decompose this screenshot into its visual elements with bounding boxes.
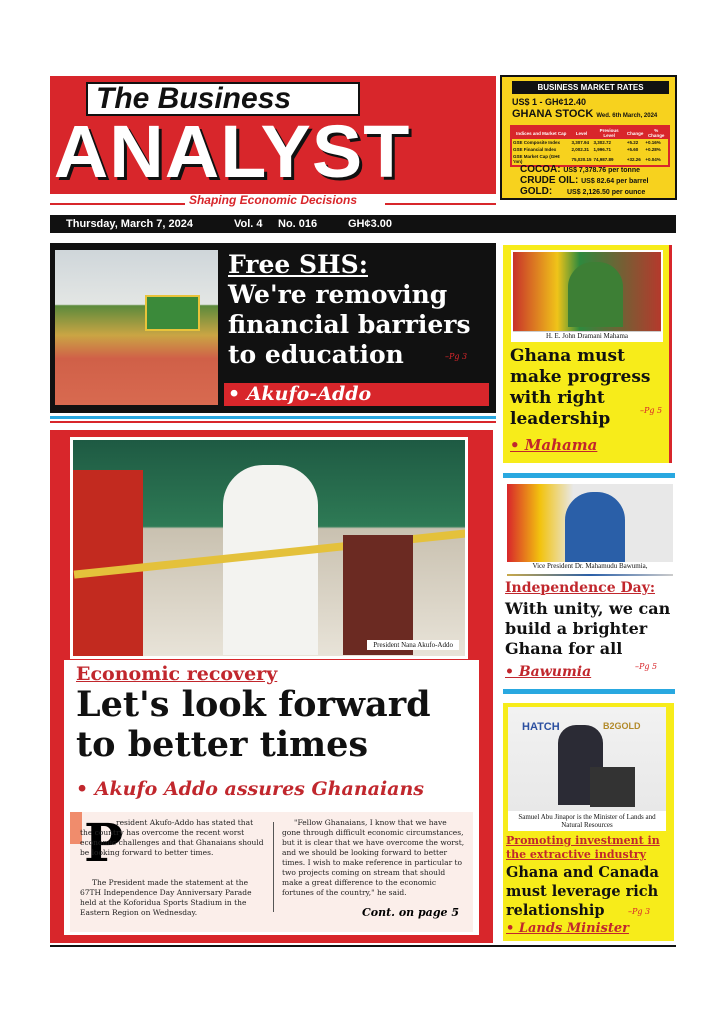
text (511, 126, 669, 166)
text: +32.26 (626, 156, 641, 162)
issue-price: GH¢3.00 (348, 218, 393, 230)
text: +5.60 (626, 147, 639, 152)
photo-caption: H. E. John Dramani Mahama (513, 331, 661, 340)
text: 3,302.72 (593, 140, 612, 145)
text: 2,002.31 (571, 147, 589, 152)
text: +0.16% (645, 140, 661, 145)
col-header: Change (626, 126, 645, 139)
shs-title: We're removing financial barriers to education (228, 280, 471, 369)
text: 75,020.15 (571, 156, 592, 162)
text: 3,307.94 (571, 140, 589, 145)
page-ref: –Pg 5 (635, 662, 658, 671)
lands-headline: Ghana and Canada must leverage rich relationship (506, 864, 659, 919)
lead-headline: Let's look forward to better times (76, 684, 431, 765)
article-col1-p2: The President made the statement at the 67TH Independence Day Anniversary Parade held at the Koforidua Sports Stadium in the Eastern Region on Wednesday. (80, 878, 252, 917)
bawumia-kicker: Independence Day: (505, 580, 655, 596)
market-rates-header: BUSINESS MARKET RATES (512, 81, 669, 94)
lands-story[interactable] (503, 703, 674, 941)
divider (503, 689, 675, 694)
sign-text: HATCH (522, 721, 560, 733)
tagline: Shaping Economic Decisions (188, 193, 358, 207)
issue-date: Thursday, March 7, 2024 (66, 218, 193, 230)
text (511, 126, 669, 139)
col-header: Level (570, 126, 592, 139)
shs-byline: • Akufo-Addo (224, 383, 489, 406)
table-row (511, 139, 669, 146)
masthead-title-top: The Business (86, 82, 360, 116)
text: +0.28% (645, 147, 661, 152)
bottom-rule (50, 945, 676, 947)
col-header: % Change (644, 126, 669, 139)
continued-link[interactable]: Cont. on page 5 (362, 906, 459, 919)
text: US$ 7,378.76 per tonne (563, 167, 640, 174)
fx-rate: US$ 1 - GH¢12.40 (512, 97, 587, 107)
divider (50, 421, 496, 423)
text (520, 165, 648, 198)
lead-subhead: • Akufo Addo assures Ghanaians (76, 778, 424, 800)
stock-label: GHANA STOCK (512, 108, 594, 120)
page-ref: –Pg 3 (628, 907, 651, 916)
column-rule (273, 822, 274, 912)
text: GSE Composite Index (513, 140, 561, 145)
text: GSE Market Cap (GH¢ 'mn) (513, 154, 561, 164)
bawumia-headline: With unity, we can build a brighter Ghana for all (505, 599, 671, 658)
lead-kicker: Economic recovery (76, 663, 278, 685)
lands-photo (508, 707, 666, 831)
article-body (70, 812, 473, 932)
drop-cap: P (84, 813, 124, 874)
stock-heading (512, 108, 657, 120)
bawumia-story[interactable] (503, 482, 675, 687)
text: GOLD: (520, 186, 553, 197)
masthead-title-main: ANALYST (53, 110, 411, 193)
lands-byline: • Lands Minister (506, 921, 629, 936)
mahama-photo (511, 250, 663, 342)
photo-caption: Vice President Dr. Mahamudu Bawumia, (507, 562, 673, 570)
stock-date: Wed. 6th March, 2024 (596, 113, 658, 119)
issue-number: No. 016 (278, 218, 318, 230)
col-header: Previous Level (592, 126, 625, 139)
sign-text: B2GOLD (603, 721, 641, 731)
text: GSE Financial Index (513, 147, 557, 152)
divider (503, 473, 675, 478)
bawumia-byline: • Bawumia (505, 664, 592, 680)
divider (507, 574, 673, 576)
podium (343, 535, 413, 655)
lead-text-panel (64, 660, 479, 935)
text: CRUDE OIL: (520, 175, 579, 186)
lands-kicker: Promoting investment in the extractive industry (506, 834, 660, 861)
bawumia-photo (507, 484, 673, 562)
text: US$ 2,126.50 per ounce (567, 189, 646, 196)
stock-table (510, 125, 670, 167)
text: +5.22 (626, 140, 639, 145)
page-ref: –Pg 3 (445, 352, 468, 361)
parade-photo (55, 250, 218, 405)
mahama-byline: • Mahama (510, 436, 598, 454)
text: +0.04% (645, 156, 661, 162)
photo-caption: President Nana Akufo-Addo (367, 640, 459, 650)
market-rates-box (500, 75, 677, 200)
issue-volume: Vol. 4 (234, 218, 263, 230)
lead-photo (70, 437, 468, 659)
photo-caption: Samuel Abu Jinapor is the Minister of Lands and Natural Resources (508, 811, 666, 831)
mahama-story[interactable] (503, 245, 672, 463)
text: COCOA: (520, 164, 561, 175)
article-col1 (80, 818, 265, 858)
text: resident Akufo-Addo has stated that the country has overcome the recent worst economic challenges and that Ghanaians should be looking forward to better times. (80, 818, 264, 857)
person-figure (568, 262, 623, 327)
text: US$ 82.64 per barrel (581, 178, 649, 185)
shs-kicker: Free SHS: (228, 250, 368, 279)
person-figure (565, 492, 625, 562)
col-header: Indices and Market Cap (511, 126, 570, 139)
divider (50, 416, 496, 419)
page-ref: –Pg 5 (640, 406, 663, 415)
flag-banner (145, 295, 200, 331)
date-bar (50, 215, 676, 233)
podium (590, 767, 635, 807)
article-col2: "Fellow Ghanaians, I know that we have gone through difficult economic circumstances, but it is clear that we have overcome the worst, and we should be looking forward to better times. I wish to make reference in particular to two projects coming on stream that should make a great difference to the economic fortunes of the country," he said. (282, 818, 465, 897)
text: 1,996.71 (593, 147, 612, 152)
text: 74,987.89 (593, 156, 614, 162)
table-row (511, 146, 669, 153)
mahama-headline: Ghana must make progress with right leadership (510, 346, 651, 429)
commodity-gold (520, 187, 648, 198)
